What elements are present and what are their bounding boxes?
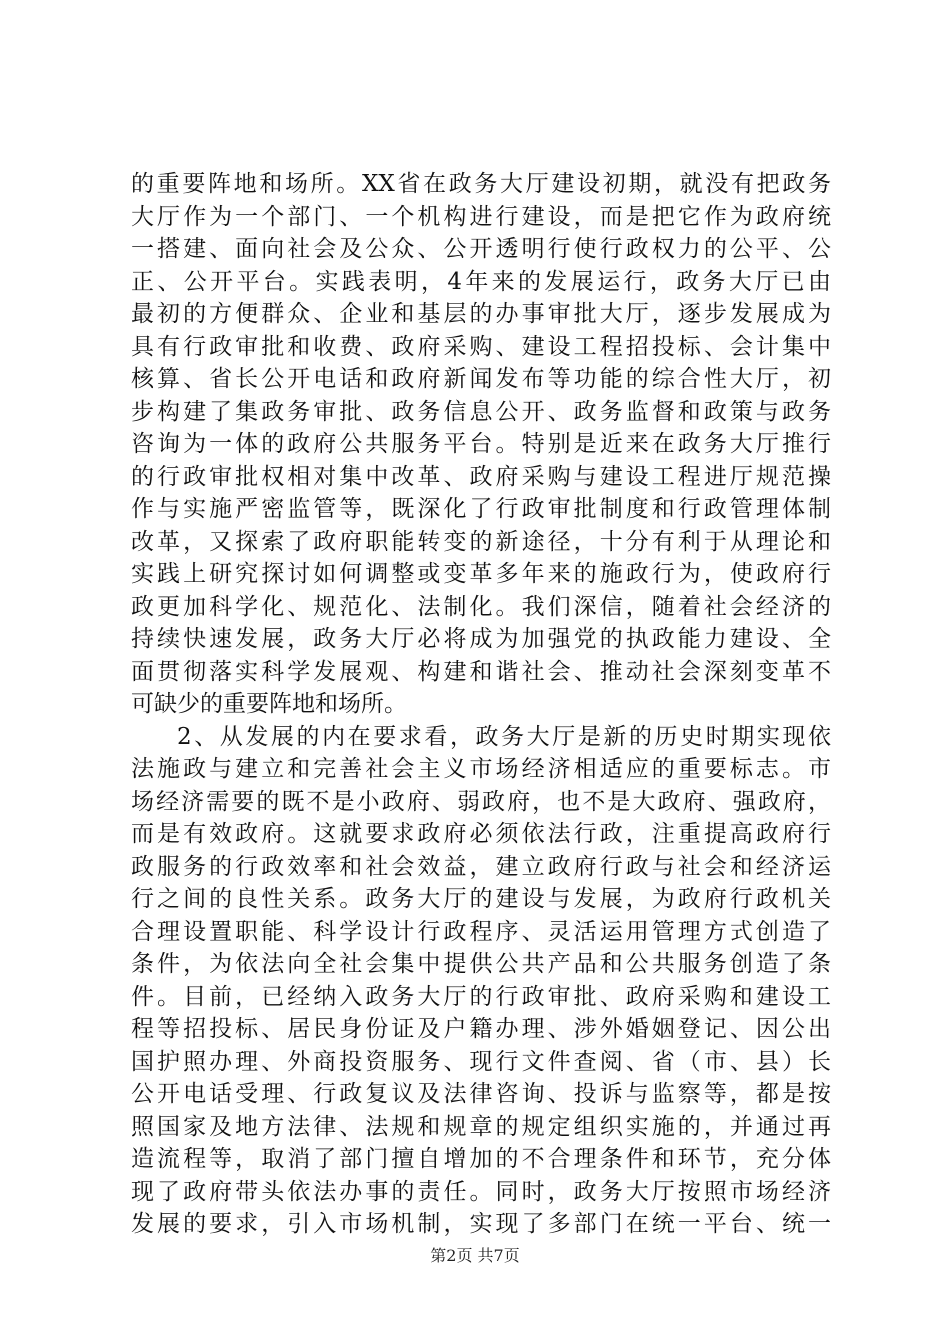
text-line: 发展的要求，引入市场机制，实现了多部门在统一平台、统一 [131, 1211, 831, 1237]
text-line: 的行政审批权相对集中改革、政府采购与建设工程进厅规范操 [131, 463, 831, 490]
text-line: 面贯彻落实科学发展观、构建和谐社会、推动社会深刻变革不 [131, 658, 831, 685]
text-line: 条件，为依法向全社会集中提供公共产品和公共服务创造了条 [131, 951, 831, 977]
text-line: 的重要阵地和场所。XX省在政务大厅建设初期，就没有把政务 [131, 171, 831, 197]
page-number-footer: 第2页 共7页 [430, 1246, 520, 1265]
text-line: 改革，又探索了政府职能转变的新途径，十分有利于从理论和 [131, 528, 831, 555]
body-text [131, 168, 831, 1241]
text-line: 国护照办理、外商投资服务、现行文件查阅、省（市、县）长 [131, 1048, 831, 1075]
text-line: 作与实施严密监管等，既深化了行政审批制度和行政管理体制 [131, 496, 831, 522]
text-line: 政服务的行政效率和社会效益，建立政府行政与社会和经济运 [131, 853, 831, 880]
text-line: 可缺少的重要阵地和场所。 [131, 691, 407, 717]
text-line: 步构建了集政务审批、政务信息公开、政务监督和政策与政务 [131, 398, 831, 425]
text-line: 现了政府带头依法办事的责任。同时，政务大厅按照市场经济 [131, 1178, 831, 1205]
text-line: 程等招投标、居民身份证及户籍办理、涉外婚姻登记、因公出 [131, 1016, 831, 1042]
text-line: 合理设置职能、科学设计行政程序、灵活运用管理方式创造了 [131, 918, 831, 945]
text-line: 行之间的良性关系。政务大厅的建设与发展，为政府行政机关 [131, 886, 831, 912]
text-line: 持续快速发展，政务大厅必将成为加强党的执政能力建设、全 [131, 626, 831, 652]
text-line: 一搭建、面向社会及公众、公开透明行使行政权力的公平、公 [131, 236, 831, 262]
text-line: 具有行政审批和收费、政府采购、建设工程招投标、会计集中 [131, 333, 831, 360]
text-line: 核算、省长公开电话和政府新闻发布等功能的综合性大厅，初 [131, 366, 831, 392]
text-line: 而是有效政府。这就要求政府必须依法行政，注重提高政府行 [131, 821, 831, 847]
paragraph-start-line: 2、从发展的内在要求看，政务大厅是新的历史时期实现依 [177, 723, 831, 750]
text-line: 正、公开平台。实践表明，4年来的发展运行，政务大厅已由 [131, 268, 831, 295]
text-line: 照国家及地方法律、法规和规章的规定组织实施的，并通过再 [131, 1113, 831, 1140]
text-line: 公开电话受理、行政复议及法律咨询、投诉与监察等，都是按 [131, 1081, 831, 1107]
text-line: 咨询为一体的政府公共服务平台。特别是近来在政务大厅推行 [131, 431, 831, 457]
text-line: 法施政与建立和完善社会主义市场经济相适应的重要标志。市 [131, 756, 831, 782]
text-line: 件。目前，已经纳入政务大厅的行政审批、政府采购和建设工 [131, 983, 831, 1010]
text-line: 最初的方便群众、企业和基层的办事审批大厅，逐步发展成为 [131, 301, 831, 327]
text-line: 大厅作为一个部门、一个机构进行建设，而是把它作为政府统 [131, 203, 831, 230]
text-line: 造流程等，取消了部门擅自增加的不合理条件和环节，充分体 [131, 1146, 831, 1172]
text-line: 政更加科学化、规范化、法制化。我们深信，随着社会经济的 [131, 593, 831, 620]
text-line: 场经济需要的既不是小政府、弱政府，也不是大政府、强政府， [131, 788, 831, 815]
text-line: 实践上研究探讨如何调整或变革多年来的施政行为，使政府行 [131, 561, 831, 587]
